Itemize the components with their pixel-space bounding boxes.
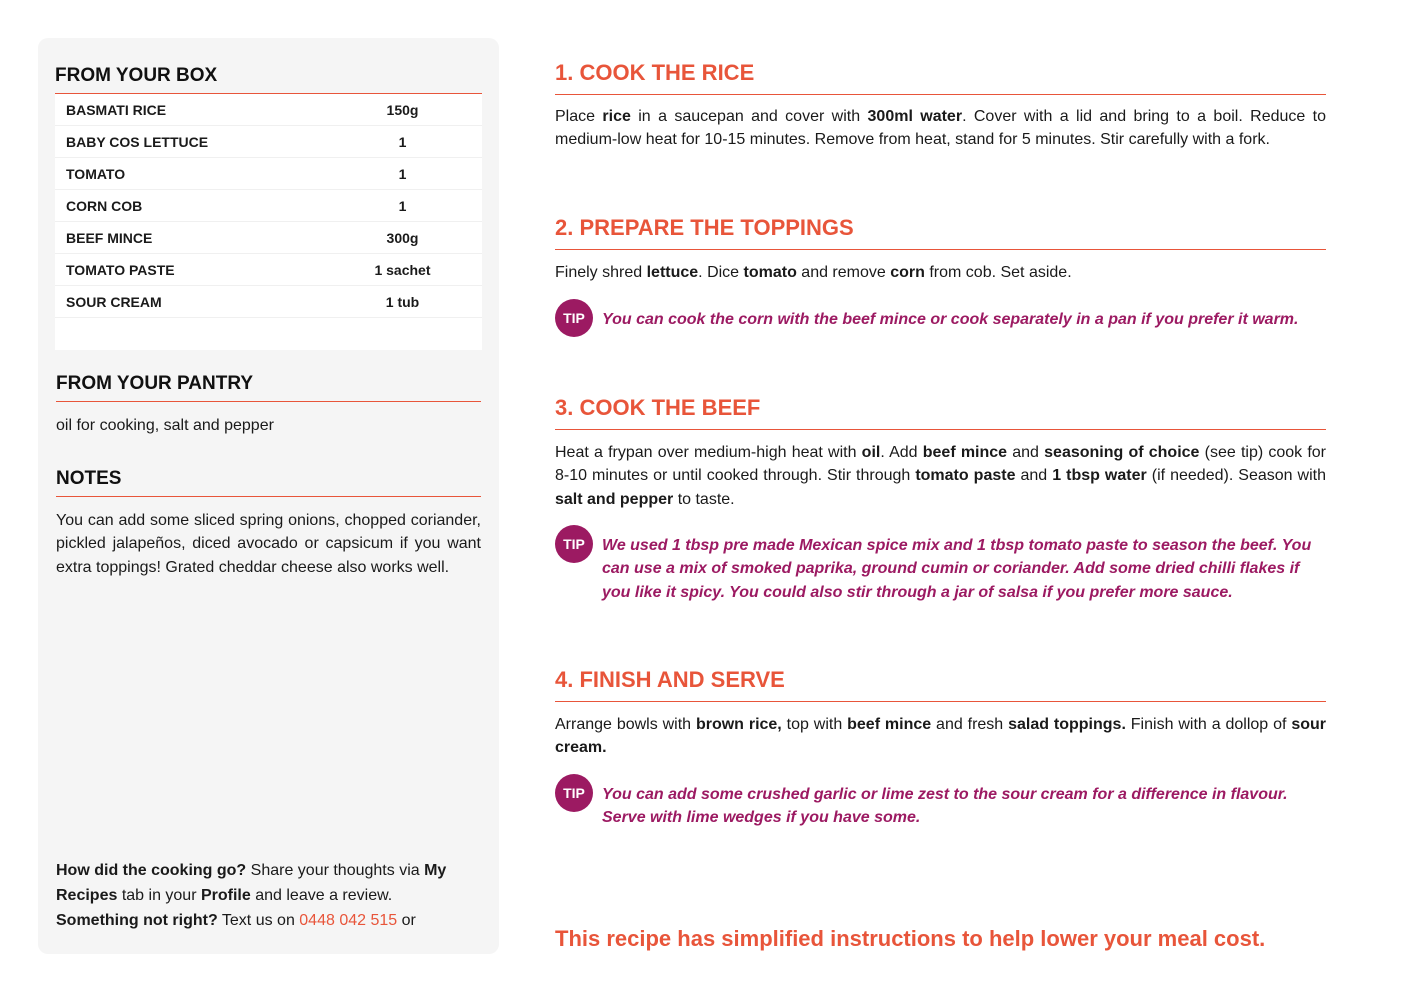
table-row bbox=[55, 190, 482, 222]
ingredient-qty: 1 bbox=[398, 198, 407, 214]
ingredient-name: SOUR CREAM bbox=[66, 294, 162, 310]
ingredient-qty: 1 bbox=[398, 134, 407, 150]
table-row bbox=[55, 94, 482, 126]
step-3-tip: We used 1 tbsp pre made Mexican spice mix and 1 tbsp tomato paste to season the beef. You can use a mix of smoked paprika, ground cumin or coriander. Add some dried chilli flakes if you like it spicy. You could also stir through a jar of salsa if you prefer more sauce. bbox=[602, 537, 1312, 601]
step-4-tip: You can add some crushed garlic or lime zest to the sour cream for a difference in flavour. Serve with lime wedges if you have some. bbox=[602, 786, 1288, 827]
ingredient-qty: 1 bbox=[398, 166, 407, 182]
table-row bbox=[55, 158, 482, 190]
tip-badge: TIP bbox=[555, 525, 593, 563]
pantry-text: oil for cooking, salt and pepper bbox=[56, 417, 274, 434]
step-1-title: 1. COOK THE RICE bbox=[555, 60, 1326, 95]
ingredient-qty: 300g bbox=[386, 230, 419, 246]
step-2-title: 2. PREPARE THE TOPPINGS bbox=[555, 215, 1326, 250]
step-2-tip: You can cook the corn with the beef mince or cook separately in a pan if you prefer it warm. bbox=[602, 311, 1299, 328]
step-4-title: 4. FINISH AND SERVE bbox=[555, 667, 1326, 702]
ingredient-name: BASMATI RICE bbox=[66, 102, 167, 118]
feedback-text: How did the cooking go? Share your thoughts via My Recipes tab in your Profile and leave a review. Something not right? Text us on 0448 042 515 or bbox=[56, 862, 447, 929]
ingredient-name: CORN COB bbox=[66, 198, 143, 214]
my-recipes-link[interactable]: My Recipes bbox=[56, 862, 447, 904]
table-row bbox=[55, 126, 482, 158]
support-question: Something not right? bbox=[56, 912, 218, 929]
tip-badge: TIP bbox=[555, 299, 593, 337]
simplified-instructions-note: This recipe has simplified instructions to help lower your meal cost. bbox=[555, 926, 1266, 951]
table-row bbox=[55, 254, 482, 286]
notes-heading: NOTES bbox=[56, 468, 481, 497]
from-your-box-heading: FROM YOUR BOX bbox=[55, 65, 482, 94]
ingredient-qty: 1 sachet bbox=[374, 262, 431, 278]
support-phone-link[interactable]: 0448 042 515 bbox=[299, 912, 398, 929]
feedback-question: How did the cooking go? bbox=[56, 862, 247, 879]
ingredient-name: BEEF MINCE bbox=[66, 230, 153, 246]
notes-text: You can add some sliced spring onions, chopped coriander, pickled jalapeños, diced avocado or capsicum if you want extra toppings! Grated cheddar cheese also works well. bbox=[56, 512, 481, 576]
step-2-text: Finely shred lettuce. Dice tomato and remove corn from cob. Set aside. bbox=[555, 264, 1072, 281]
ingredient-name: BABY COS LETTUCE bbox=[66, 134, 209, 150]
step-3-text: Heat a frypan over medium-high heat with oil. Add beef mince and seasoning of choice (see tip) cook for 8-10 minutes or until cooked through. Stir through tomato paste and 1 tbsp water (if needed). Season with salt and pepper to taste. bbox=[555, 444, 1327, 508]
table-row bbox=[55, 286, 482, 318]
box-ingredients-table bbox=[55, 94, 482, 350]
step-4-text: Arrange bowls with brown rice, top with beef mince and fresh salad toppings. Finish with a dollop of sour cream. bbox=[555, 716, 1326, 757]
step-1-text: Place rice in a saucepan and cover with 300ml water. Cover with a lid and bring to a boil. Reduce to medium-low heat for 10-15 minutes. Remove from heat, stand for 5 minutes. Stir carefully with a fork. bbox=[555, 108, 1327, 149]
table-row bbox=[55, 222, 482, 254]
step-3-title: 3. COOK THE BEEF bbox=[555, 395, 1326, 430]
ingredient-name: TOMATO PASTE bbox=[66, 262, 175, 278]
tip-badge: TIP bbox=[555, 774, 593, 812]
ingredient-qty: 1 tub bbox=[385, 294, 420, 310]
ingredient-name: TOMATO bbox=[66, 166, 126, 182]
ingredients-panel bbox=[38, 38, 499, 954]
profile-link[interactable]: Profile bbox=[200, 887, 251, 904]
from-your-pantry-heading: FROM YOUR PANTRY bbox=[56, 373, 481, 402]
ingredient-qty: 150g bbox=[386, 102, 419, 118]
